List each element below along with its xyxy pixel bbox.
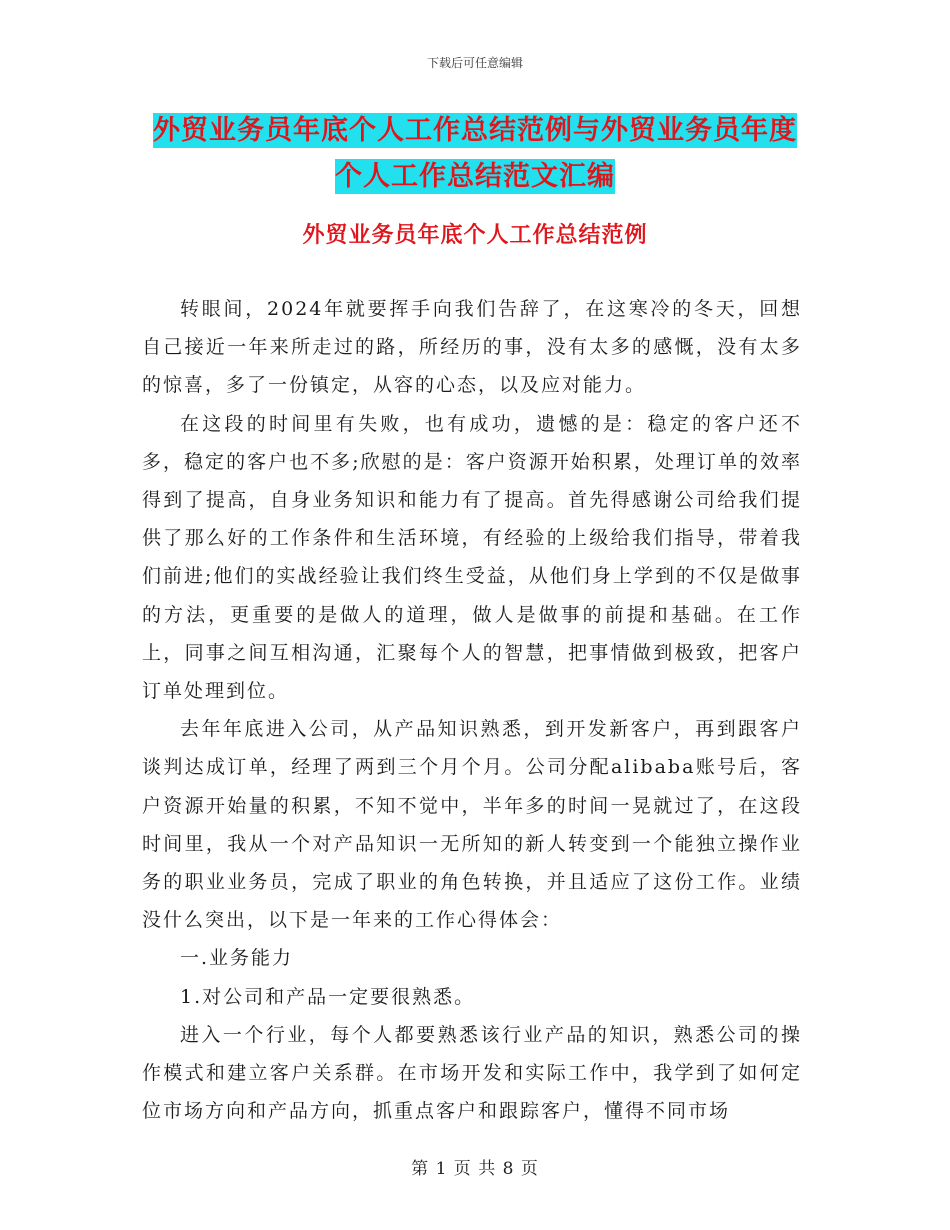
paragraph: 转眼间，2024年就要挥手向我们告辞了，在这寒冷的冬天，回想自己接近一年来所走过的路，所经历的事，没有太多的感慨，没有太多的惊喜，多了一份镇定，从容的心态，以及应对能力。 — [142, 298, 802, 397]
document-body — [142, 290, 802, 1130]
document-title — [140, 108, 810, 200]
paragraph: 在这段的时间里有失败，也有成功，遗憾的是：稳定的客户还不多，稳定的客户也不多;欣慰的是：客户资源开始积累，处理订单的效率得到了提高，自身业务知识和能力有了提高。首先得感谢公司给我们提供了那么好的工作条件和生活环境，有经验的上级给我们指导，带着我们前进;他们的实战经验让我们终生受益，从他们身上学到的不仅是做事的方法，更重要的是做人的道理，做人是做事的前提和基础。在工作上，同事之间互相沟通，汇聚每个人的智慧，把事情做到极致，把客户订单处理到位。 — [142, 412, 802, 703]
section-title: 外贸业务员年底个人工作总结范例 — [302, 223, 648, 248]
subheading: 1.对公司和产品一定要很熟悉。 — [180, 985, 476, 1008]
page-footer: 第 1 页 共 8 页 — [411, 1159, 539, 1179]
header-note: 下载后可任意编辑 — [426, 56, 523, 70]
paragraph: 去年年底进入公司，从产品知识熟悉，到开发新客户，再到跟客户谈判达成订单，经理了两到三个月个月。公司分配alibaba账号后，客户资源开始量的积累，不知不觉中，半年多的时间一晃就过了，在这段时间里，我从一个对产品知识一无所知的新人转变到一个能独立操作业务的职业业务员，完成了职业的角色转换，并且适应了这份工作。业绩没什么突出，以下是一年来的工作心得体会： — [142, 718, 802, 932]
paragraph: 进入一个行业，每个人都要熟悉该行业产品的知识，熟悉公司的操作模式和建立客户关系群。在市场开发和实际工作中，我学到了如何定位市场方向和产品方向，抓重点客户和跟踪客户，懂得不同市场 — [142, 1023, 802, 1123]
document-title-line1: 外贸业务员年底个人工作总结范例与外贸业务员年度 — [153, 115, 797, 146]
document-title-line2: 个人工作总结范文汇编 — [335, 161, 615, 192]
subheading: 一.业务能力 — [180, 947, 294, 970]
